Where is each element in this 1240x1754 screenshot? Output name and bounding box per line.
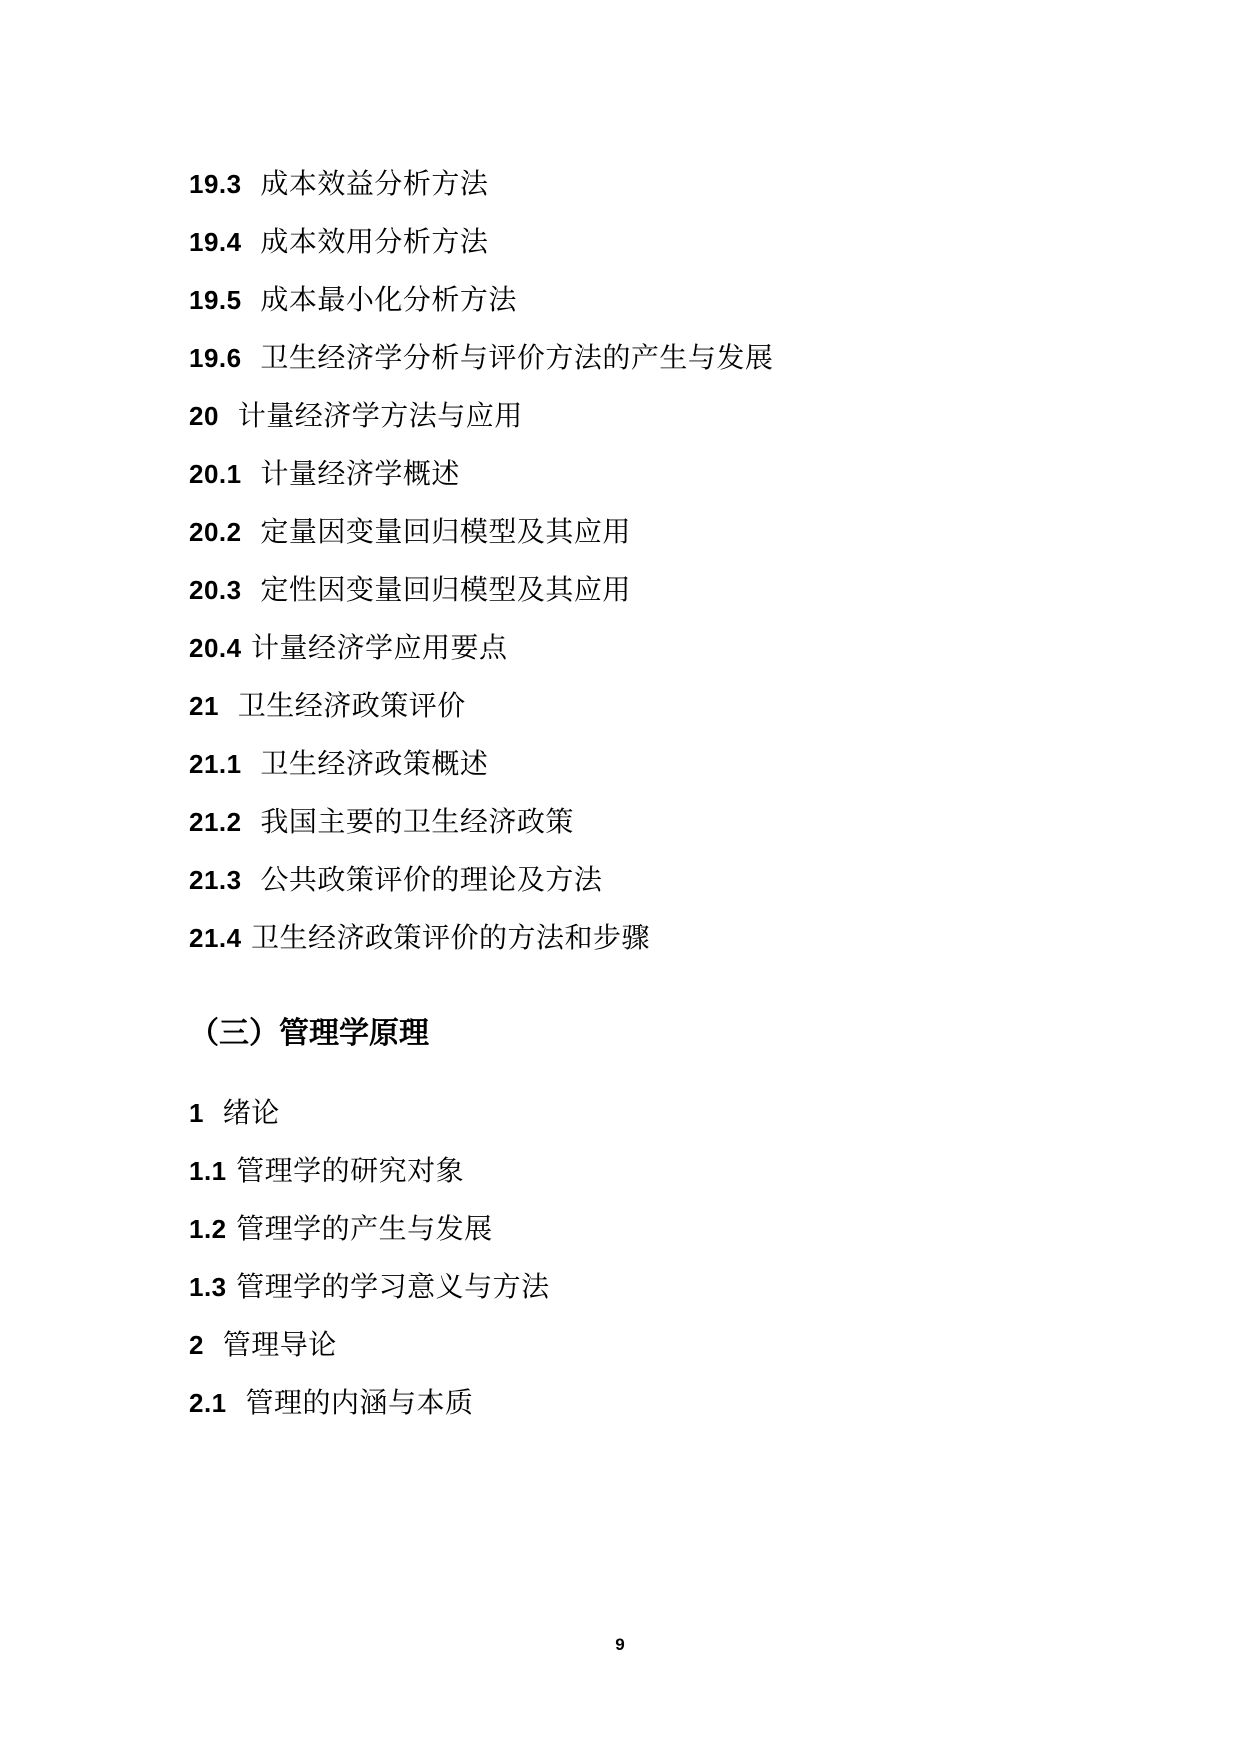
toc-entry-title: 成本最小化分析方法 xyxy=(260,283,517,316)
toc-entry xyxy=(189,1093,280,1133)
toc-entry-number: 19.3 xyxy=(189,169,242,199)
toc-entry xyxy=(189,1267,550,1307)
toc-entry-title: 公共政策评价的理论及方法 xyxy=(260,863,603,896)
toc-entry-number: 20.2 xyxy=(189,517,242,547)
toc-entry-number: 19.4 xyxy=(189,227,242,257)
toc-entry-number: 21.1 xyxy=(189,749,242,779)
toc-entry-number: 21.2 xyxy=(189,807,242,837)
toc-entry-number: 2.1 xyxy=(189,1388,227,1418)
toc-entry-title: 管理学的学习意义与方法 xyxy=(236,1270,550,1303)
toc-entry xyxy=(189,1383,473,1423)
toc-entry xyxy=(189,222,488,262)
toc-entry-number: 1.2 xyxy=(189,1214,227,1244)
toc-entry xyxy=(189,1151,464,1191)
toc-entry-title: 卫生经济学分析与评价方法的产生与发展 xyxy=(260,341,774,374)
toc-entry-number: 1 xyxy=(189,1098,204,1128)
toc-entry-number: 19.5 xyxy=(189,285,242,315)
toc-entry xyxy=(189,164,488,204)
toc-entry xyxy=(189,860,602,900)
toc-entry xyxy=(189,338,773,378)
toc-entry-number: 21 xyxy=(189,691,219,721)
toc-entry xyxy=(189,570,631,610)
toc-entry xyxy=(189,396,523,436)
toc-entry-number: 20.1 xyxy=(189,459,242,489)
toc-entry xyxy=(189,628,508,668)
toc-entry-number: 1.3 xyxy=(189,1272,227,1302)
page-number: 9 xyxy=(615,1635,625,1654)
toc-entry-title: 成本效益分析方法 xyxy=(260,167,489,200)
toc-entry-title: 卫生经济政策评价的方法和步骤 xyxy=(251,921,651,954)
toc-entry-title: 绪论 xyxy=(222,1096,280,1129)
toc-entry xyxy=(189,280,517,320)
toc-entry-title: 我国主要的卫生经济政策 xyxy=(260,805,574,838)
toc-entry-number: 20.3 xyxy=(189,575,242,605)
toc-entry-title: 管理导论 xyxy=(222,1328,337,1361)
toc-entry-title: 计量经济学概述 xyxy=(260,457,460,490)
section-heading: （三）管理学原理 xyxy=(189,1016,429,1051)
toc-entry-title: 定量因变量回归模型及其应用 xyxy=(260,515,631,548)
toc-entry-number: 21.4 xyxy=(189,923,242,953)
toc-entry xyxy=(189,1209,493,1249)
toc-entry xyxy=(189,512,631,552)
toc-entry-title: 管理学的研究对象 xyxy=(236,1154,465,1187)
toc-entry-title: 管理的内涵与本质 xyxy=(245,1386,474,1419)
toc-entry-title: 管理学的产生与发展 xyxy=(236,1212,493,1245)
toc-entry-title: 卫生经济政策概述 xyxy=(260,747,489,780)
toc-entry xyxy=(189,1325,337,1365)
toc-entry-number: 20 xyxy=(189,401,219,431)
toc-entry-number: 21.3 xyxy=(189,865,242,895)
toc-entry-title: 成本效用分析方法 xyxy=(260,225,489,258)
toc-entry xyxy=(189,918,650,958)
toc-entry xyxy=(189,802,574,842)
toc-entry-number: 2 xyxy=(189,1330,204,1360)
toc-entry xyxy=(189,686,466,726)
toc-entry-number: 19.6 xyxy=(189,343,242,373)
toc-entry-number: 20.4 xyxy=(189,633,242,663)
toc-entry-title: 定性因变量回归模型及其应用 xyxy=(260,573,631,606)
toc-entry-title: 计量经济学应用要点 xyxy=(251,631,508,664)
toc-entry-title: 计量经济学方法与应用 xyxy=(237,399,523,432)
toc-entry-number: 1.1 xyxy=(189,1156,227,1186)
toc-entry xyxy=(189,744,488,784)
toc-entry-title: 卫生经济政策评价 xyxy=(237,689,466,722)
toc-entry xyxy=(189,454,460,494)
